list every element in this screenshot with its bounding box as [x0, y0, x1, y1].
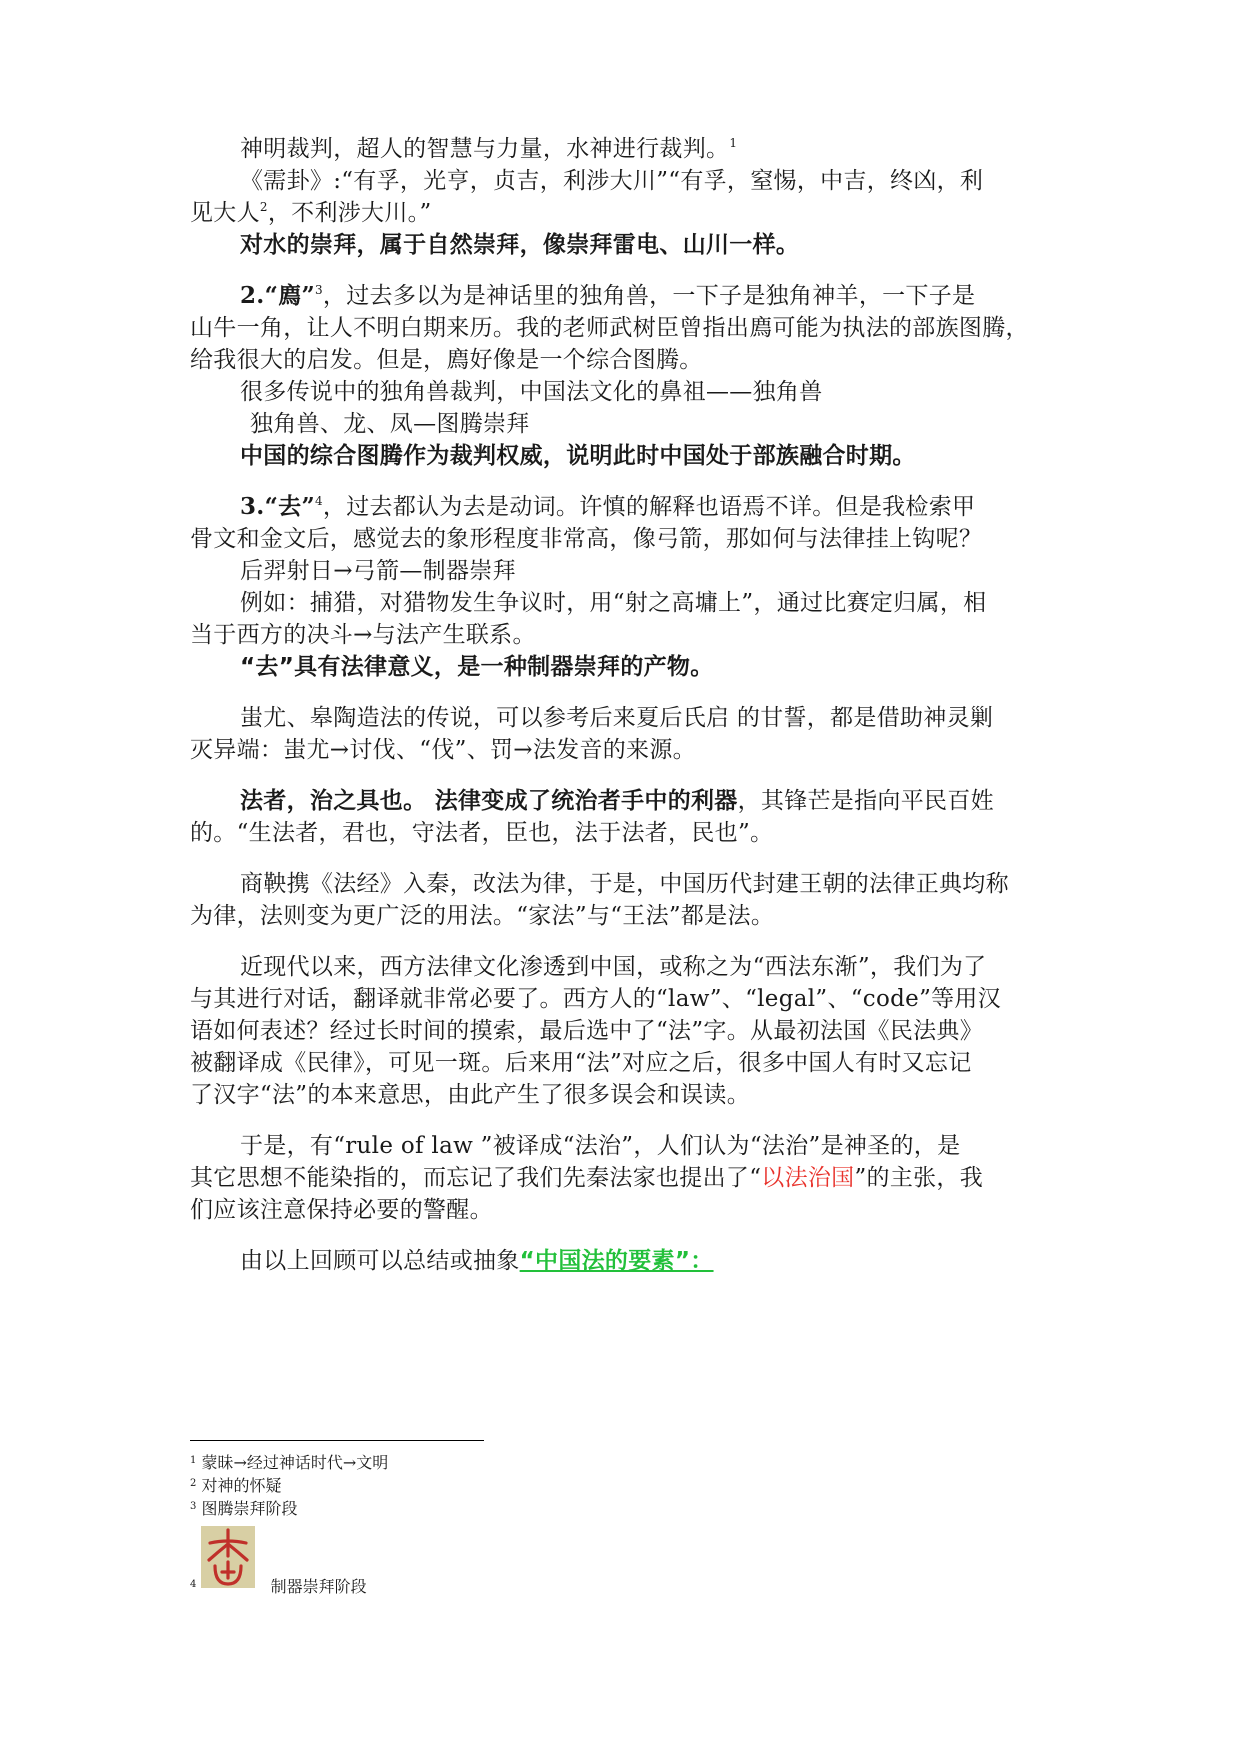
text: 神明裁判，超人的智慧与力量，水神进行裁判。 [240, 136, 730, 162]
paragraph-line: 独角兽、龙、凤—图腾崇拜 [250, 411, 530, 437]
paragraph-line: 商鞅携《法经》入秦，改法为律，于是，中国历代封建王朝的法律正典均称 [240, 871, 1009, 897]
text: ，过去都认为去是动词。许慎的解释也语焉不详。但是我检索甲 [322, 494, 976, 520]
paragraph-line: 近现代以来，西方法律文化渗透到中国，或称之为“西法东渐”，我们为了 [240, 954, 987, 980]
paragraph-line [240, 133, 737, 165]
section-heading: 2.“廌” [240, 282, 315, 309]
paragraph-line [190, 1162, 983, 1194]
paragraph-line: 灭异端：蚩尤→讨伐、“伐”、罚→法发音的来源。 [190, 737, 696, 763]
footnote-number: 2 [190, 1478, 197, 1489]
text: ，其锋芒是指向平民百姓 [737, 788, 994, 814]
paragraph-line [190, 197, 432, 229]
footnote-text: 蒙昧→经过神话时代→文明 [201, 1453, 389, 1472]
emphasis-line: 对水的崇拜，属于自然崇拜，像崇拜雷电、山川一样。 [240, 232, 800, 258]
footnote-number: 4 [190, 1579, 197, 1590]
highlight-green-link[interactable]: “中国法的要素”： [519, 1248, 714, 1274]
section-2-line [240, 280, 975, 312]
text: 《需卦》:“有孚，光亨，贞吉，利涉大川”“有孚，窒惕，中吉，终凶，利 [240, 168, 984, 194]
paragraph-line: 山牛一角，让人不明白期来历。我的老师武树臣曾指出廌可能为执法的部族图腾， [190, 315, 1029, 341]
text: 由以上回顾可以总结或抽象 [240, 1248, 520, 1274]
paragraph-line: 于是，有“rule of law ”被译成“法治”，人们认为“法治”是神圣的，是 [240, 1133, 961, 1159]
footnote-text: 图腾崇拜阶段 [201, 1499, 298, 1518]
text: ，过去多以为是神话里的独角兽，一下子是独角神羊，一下子是 [322, 283, 976, 309]
text: 其它思想不能染指的，而忘记了我们先秦法家也提出了“ [190, 1165, 762, 1191]
paragraph-line: 们应该注意保持必要的警醒。 [190, 1197, 493, 1223]
emphasis-line: “去”具有法律意义，是一种制器崇拜的产物。 [240, 654, 714, 680]
footnote-ref[interactable]: 2 [259, 200, 268, 214]
paragraph-line: 为律，法则变为更广泛的用法。“家法”与“王法”都是法。 [190, 903, 775, 929]
emphasis-line: 中国的综合图腾作为裁判权威，说明此时中国处于部族融合时期。 [240, 443, 916, 469]
footnote-text: 对神的怀疑 [201, 1476, 282, 1495]
paragraph-line: 语如何表述？经过长时间的摸索，最后选中了“法”字。从最初法国《民法典》 [190, 1018, 984, 1044]
footnote-number: 1 [190, 1455, 197, 1466]
text: 见大人 [190, 200, 260, 226]
paragraph-line: 与其进行对话，翻译就非常必要了。西方人的“law”、“legal”、“code”等用汉 [190, 986, 1002, 1012]
paragraph-line: 了汉字“法”的本来意思，由此产生了很多误会和误读。 [190, 1082, 751, 1108]
footnote-ref[interactable]: 3 [314, 283, 323, 297]
paragraph-line: 给我很大的启发。但是，廌好像是一个综合图腾。 [190, 347, 703, 373]
text: ，不利涉大川。” [267, 200, 432, 226]
footnote-ref[interactable]: 1 [729, 136, 738, 150]
paragraph-line [240, 785, 994, 817]
paragraph-line: 被翻译成《民律》，可见一斑。后来用“法”对应之后，很多中国人有时又忘记 [190, 1050, 972, 1076]
paragraph-line [240, 1245, 714, 1277]
bold-text: 法者，治之具也。 法律变成了统治者手中的利器 [240, 788, 738, 814]
section-3-line [240, 491, 975, 523]
footnote-number: 3 [190, 1501, 197, 1512]
footnote-1 [190, 1452, 388, 1474]
footnote-3 [190, 1498, 297, 1520]
footnote-separator [190, 1440, 484, 1441]
footnote-ref[interactable]: 4 [314, 494, 323, 508]
paragraph-line: 骨文和金文后，感觉去的象形程度非常高，像弓箭，那如何与法律挂上钩呢？ [190, 526, 983, 552]
paragraph-line: 很多传说中的独角兽裁判，中国法文化的鼻祖——独角兽 [240, 379, 823, 405]
footnote-text: 制器崇拜阶段 [270, 1577, 367, 1596]
paragraph-line [240, 165, 983, 197]
paragraph-line: 例如：捕猎，对猎物发生争议时，用“射之高墉上”，通过比赛定归属，相 [240, 590, 987, 616]
footnote-2 [190, 1475, 281, 1497]
paragraph-line: 当于西方的决斗→与法产生联系。 [190, 622, 536, 648]
text: ”的主张，我 [854, 1165, 984, 1191]
paragraph-line: 的。“生法者，君也，守法者，臣也，法于法者，民也”。 [190, 820, 774, 846]
footnote-4 [190, 1576, 367, 1598]
highlight-red-text: 以法治国 [761, 1165, 855, 1191]
section-heading: 3.“去” [240, 493, 315, 520]
paragraph-line: 蚩尤、皋陶造法的传说，可以参考后来夏后氏启 的甘誓，都是借助神灵剿 [240, 705, 994, 731]
paragraph-line: 后羿射日→弓箭—制器崇拜 [240, 558, 516, 584]
